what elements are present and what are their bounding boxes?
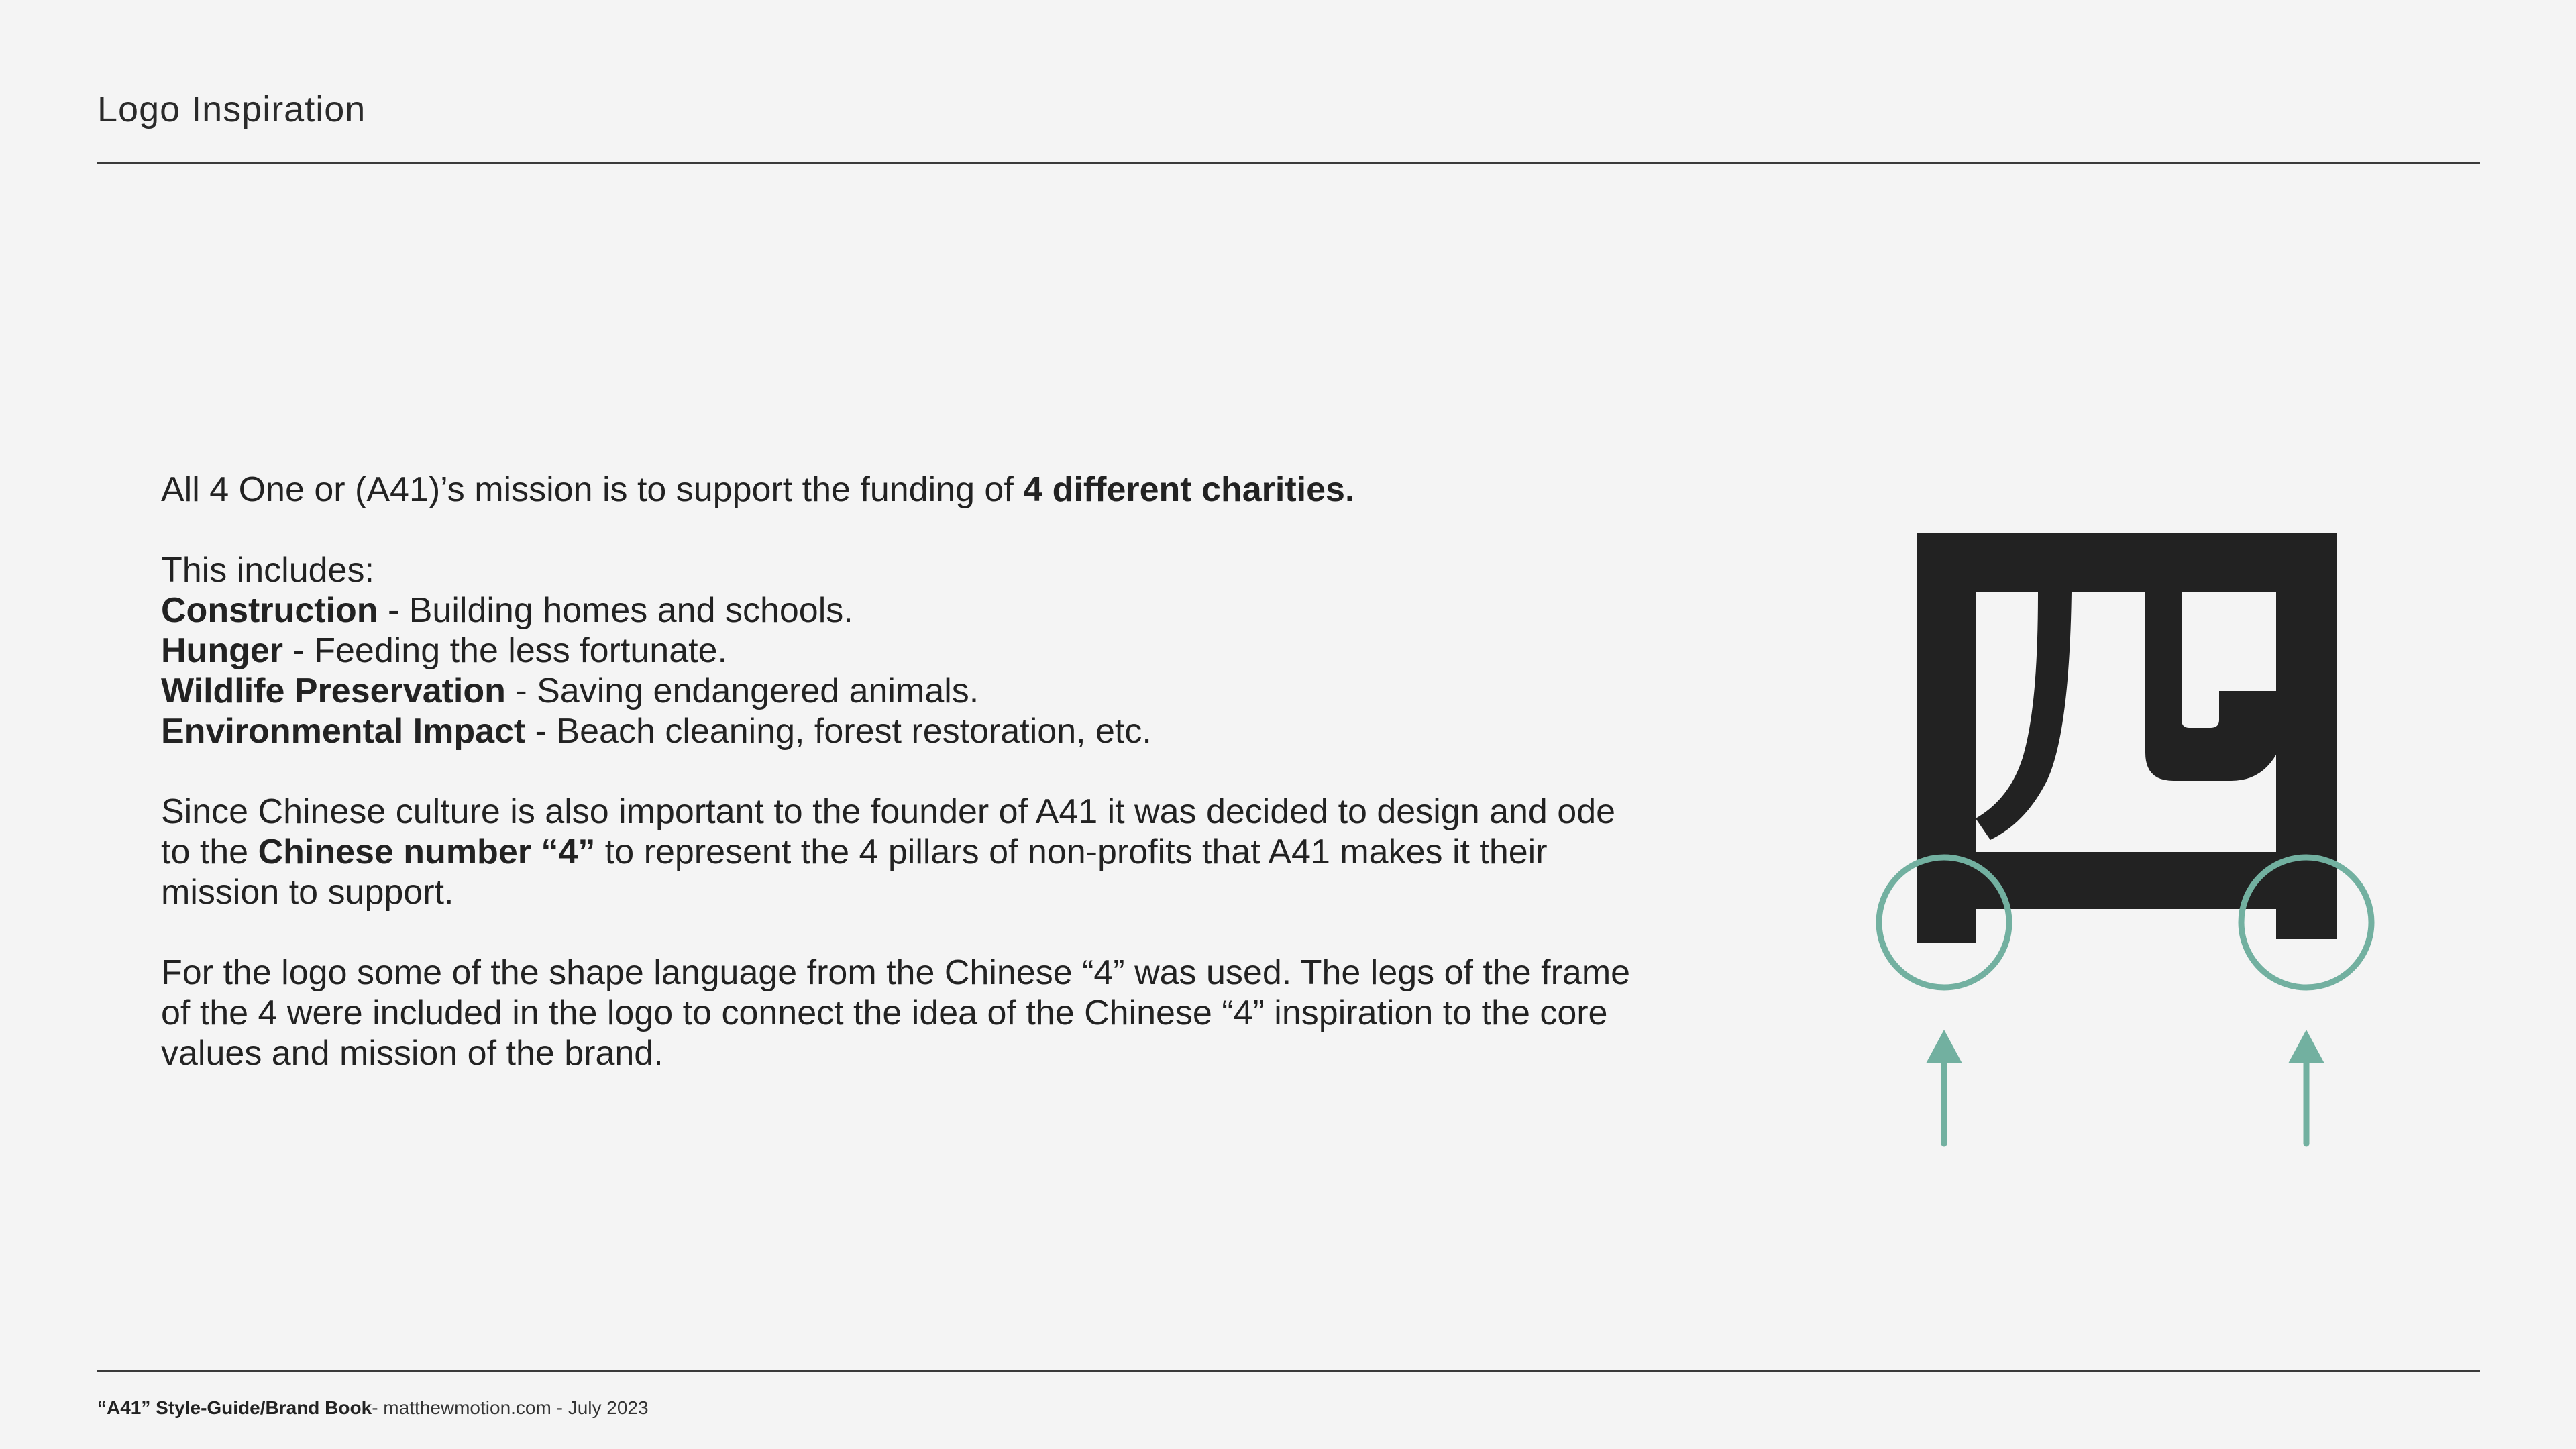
list-item-desc: - Saving endangered animals. — [505, 672, 979, 710]
list-item-term: Construction — [161, 591, 378, 630]
list-item-desc: - Building homes and schools. — [378, 591, 853, 630]
includes-heading: This includes: — [161, 551, 374, 590]
chinese-number-four-icon — [1858, 523, 2381, 1167]
footer — [97, 1397, 649, 1419]
footer-divider — [97, 1370, 2480, 1372]
list-item — [161, 711, 1637, 751]
arrow-up-head — [1926, 1030, 1962, 1063]
list-item-term: Environmental Impact — [161, 712, 526, 751]
culture-paragraph — [161, 792, 1637, 912]
list-item — [161, 631, 1637, 671]
footer-meta: - matthewmotion.com - July 2023 — [372, 1397, 649, 1418]
page-title: Logo Inspiration — [97, 89, 366, 129]
footer-brand: “A41” Style-Guide/Brand Book — [97, 1397, 372, 1418]
list-item-term: Wildlife Preservation — [161, 672, 506, 710]
body-copy — [161, 470, 1637, 1073]
list-item-desc: - Beach cleaning, forest restoration, etc. — [525, 712, 1152, 751]
list-item-term: Hunger — [161, 631, 283, 670]
glyph-right-stroke — [2145, 592, 2276, 781]
arrow-up-head — [2288, 1030, 2324, 1063]
intro-bold-text: 4 different charities. — [1023, 470, 1355, 509]
intro-text: All 4 One or (A41)’s mission is to support the funding of — [161, 470, 1024, 509]
header-divider — [97, 162, 2480, 164]
logo-note-paragraph: For the logo some of the shape language from the Chinese “4” was used. The legs of the frame of the 4 were included in the logo to connect the idea of the Chinese “4” inspiration to the core values and mission of the brand. — [161, 953, 1631, 1073]
list-item-desc: - Feeding the less fortunate. — [283, 631, 727, 670]
list-item — [161, 590, 1637, 631]
culture-text-start: Since Chinese culture is also important to the founder of A41 it was decided to design and ode to the — [161, 792, 1616, 871]
glyph-left-stroke — [1976, 592, 2072, 840]
logo-inspiration-graphic — [1858, 523, 2381, 1167]
culture-bold-text: Chinese number “4” — [258, 833, 596, 871]
list-item — [161, 671, 1637, 711]
intro-paragraph — [161, 470, 1637, 510]
culture-text-end: to represent the 4 pillars of non-profits that A41 makes it their mission to support. — [161, 833, 1548, 912]
